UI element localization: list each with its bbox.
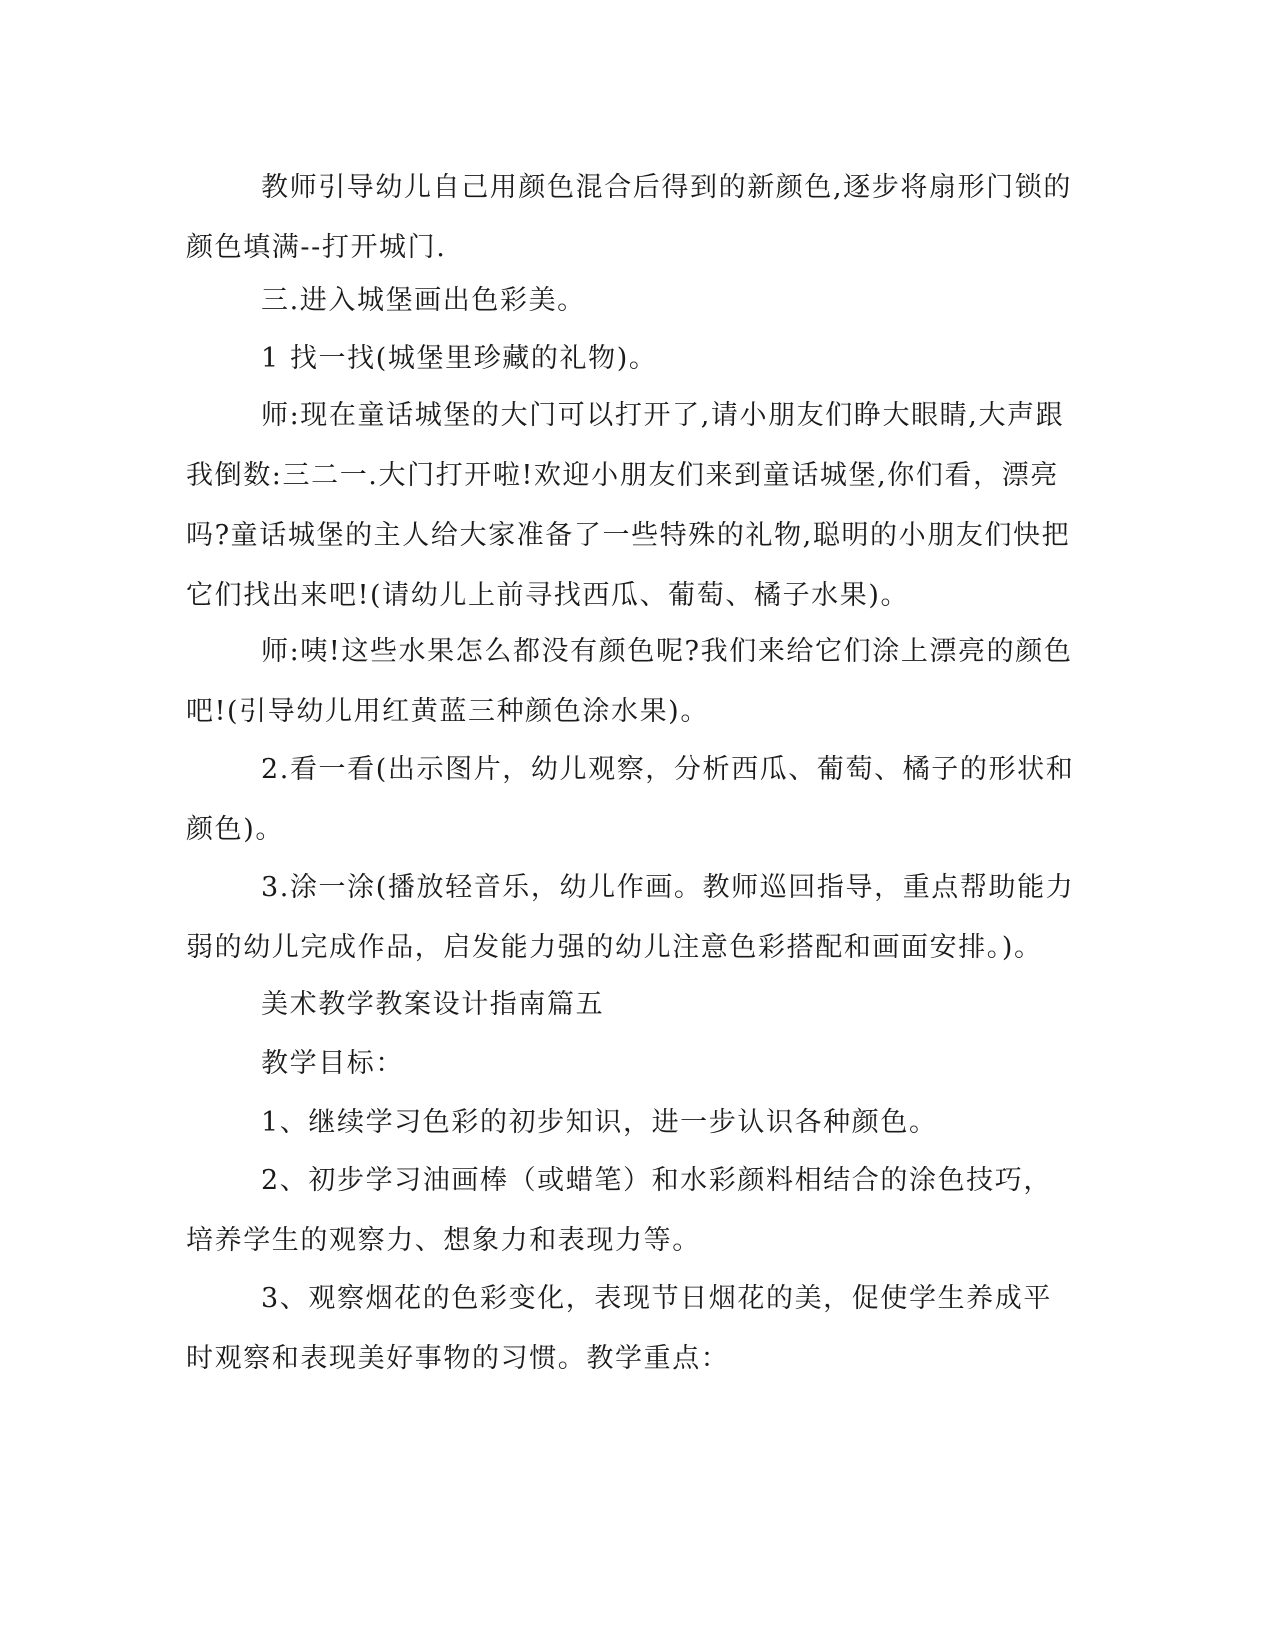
paragraph-color-mixing: 教师引导幼儿自己用颜色混合后得到的新颜色,逐步将扇形门锁的颜色填满--打开城门. [186,172,1072,263]
goal-item-2: 2、初步学习油画棒（或蜡笔）和水彩颜料相结合的涂色技巧，培养学生的观察力、想象力和表现力等。 [186,1165,1052,1256]
goal-item-3: 3、观察烟花的色彩变化，表现节日烟花的美，促使学生养成平时观察和表现美好事物的习惯。教学重点： [186,1283,1052,1374]
paragraph-teacher-fruit-color: 师:咦!这些水果怎么都没有颜色呢?我们来给它们涂上漂亮的颜色吧!(引导幼儿用红黄蓝三种颜色涂水果)。 [186,636,1073,727]
paragraph-find: 1 找一找(城堡里珍藏的礼物)。 [261,343,658,374]
paragraph-paint: 3.涂一涂(播放轻音乐，幼儿作画。教师巡回指导，重点帮助能力弱的幼儿完成作品，启发能力强的幼儿注意色彩搭配和画面安排。)。 [186,872,1075,963]
teaching-goals-heading: 教学目标： [261,1048,404,1079]
section-heading-part-five: 美术教学教案设计指南篇五 [261,989,605,1020]
paragraph-look: 2.看一看(出示图片，幼儿观察，分析西瓜、葡萄、橘子的形状和颜色)。 [186,754,1075,845]
paragraph-teacher-open-door: 师:现在童话城堡的大门可以打开了,请小朋友们睁大眼睛,大声跟我倒数:三二一.大门打开啦!欢迎小朋友们来到童话城堡,你们看，漂亮吗?童话城堡的主人给大家准备了一些特殊的礼物,聪明的小朋友们快把它们找出来吧!(请幼儿上前寻找西瓜、葡萄、橘子水果)。 [186,400,1071,611]
goal-item-1: 1、继续学习色彩的初步知识，进一步认识各种颜色。 [261,1107,938,1138]
paragraph-section-three: 三.进入城堡画出色彩美。 [261,285,586,316]
